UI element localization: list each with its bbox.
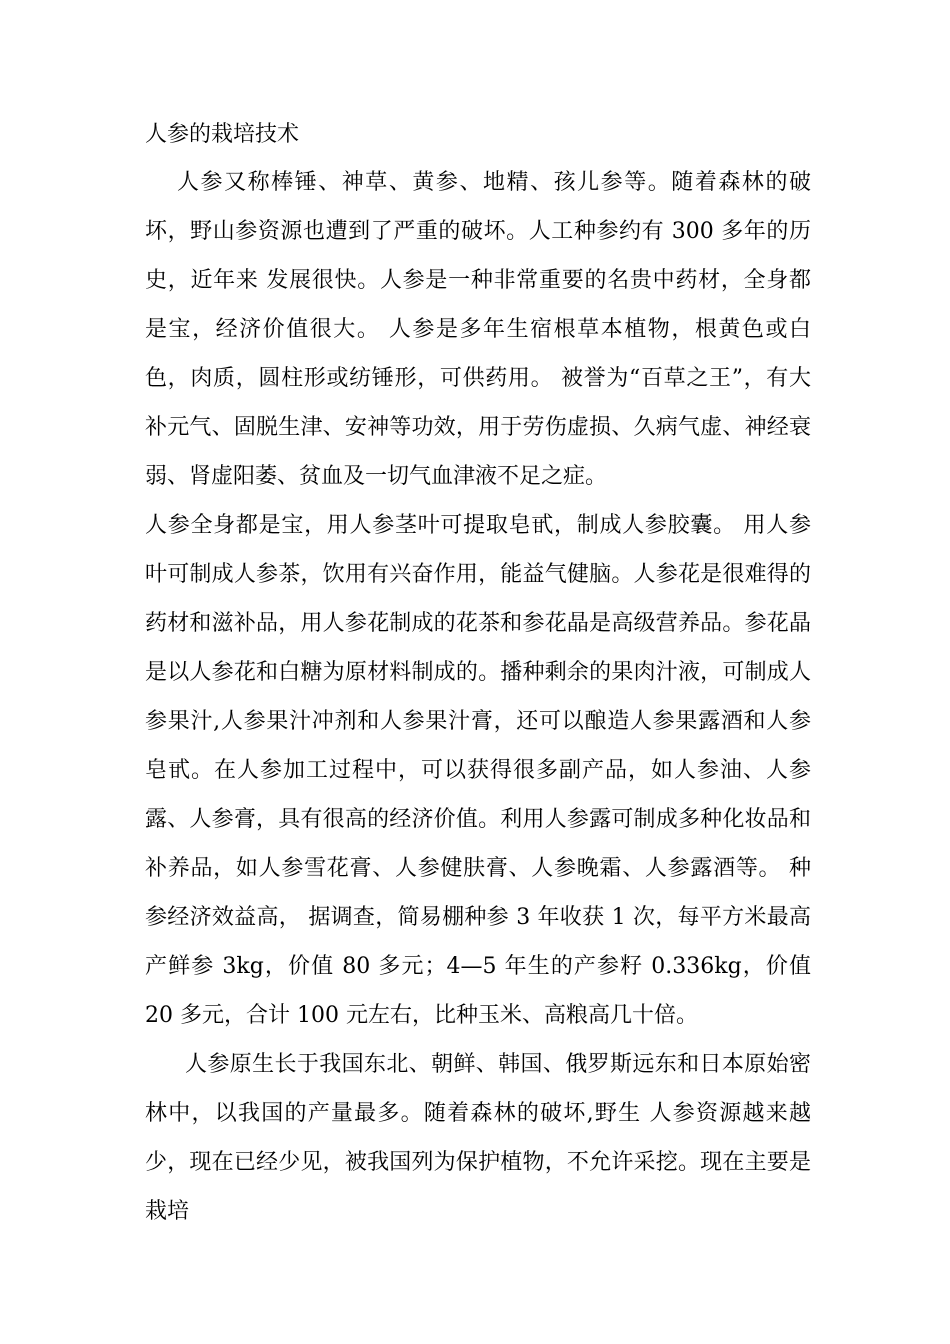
paragraph-intro: 人参又称棒锤、神草、黄参、地精、孩儿参等。随着森林的破坏，野山参资源也遭到了严重的破坏。人工种参约有 300 多年的历史，近年来 发展很快。人参是一种非常重要的名贵中药材，全身都是宝，经济价值很大。 人参是多年生宿根草本植物，根黄色或白色，肉质，圆柱形或纺锤形，可供药用。 被誉为“百草之王”，有大补元气、固脱生津、安神等功效，用于劳伤虚损、久病气虚、神经衰弱、肾虚阳萎、贫血及一切气血津液不足之症。 xyxy=(145,170,811,489)
paragraph-origin: 人参原生长于我国东北、朝鲜、韩国、俄罗斯远东和日本原始密林中，以我国的产量最多。随着森林的破坏,野生 人参资源越来越少，现在已经少见，被我国列为保护植物，不允许采挖。现在主要是栽培 xyxy=(145,1052,811,1224)
paragraph-uses: 人参全身都是宝，用人参茎叶可提取皂甙，制成人参胶囊。 用人参叶可制成人参茶，饮用有兴奋作用，能益气健脑。人参花是很难得的药材和滋补品，用人参花制成的花茶和参花晶是高级营养品。参花晶是以人参花和白糖为原材料制成的。播种剩余的果肉汁液，可制成人参果汁,人参果汁冲剂和人参果汁膏，还可以酿造人参果露酒和人参皂甙。在人参加工过程中，可以获得很多副产品，如人参油、人参露、人参膏，具有很高的经济价值。利用人参露可制成多种化妆品和补养品，如人参雪花膏、人参健肤膏、人参晚霜、人参露酒等。 种参经济效益高， 据调查，简易棚种参 3 年收获 1 次，每平方米最高产鲜参 3kg，价值 80 多元；4—5 年生的产参籽 0.336kg，价值 20 多元，合计 100 元左右，比种玉米、高粮高几十倍。 xyxy=(145,513,811,1028)
document-body xyxy=(145,112,811,1236)
document-title: 人参的栽培技术 xyxy=(145,122,300,147)
